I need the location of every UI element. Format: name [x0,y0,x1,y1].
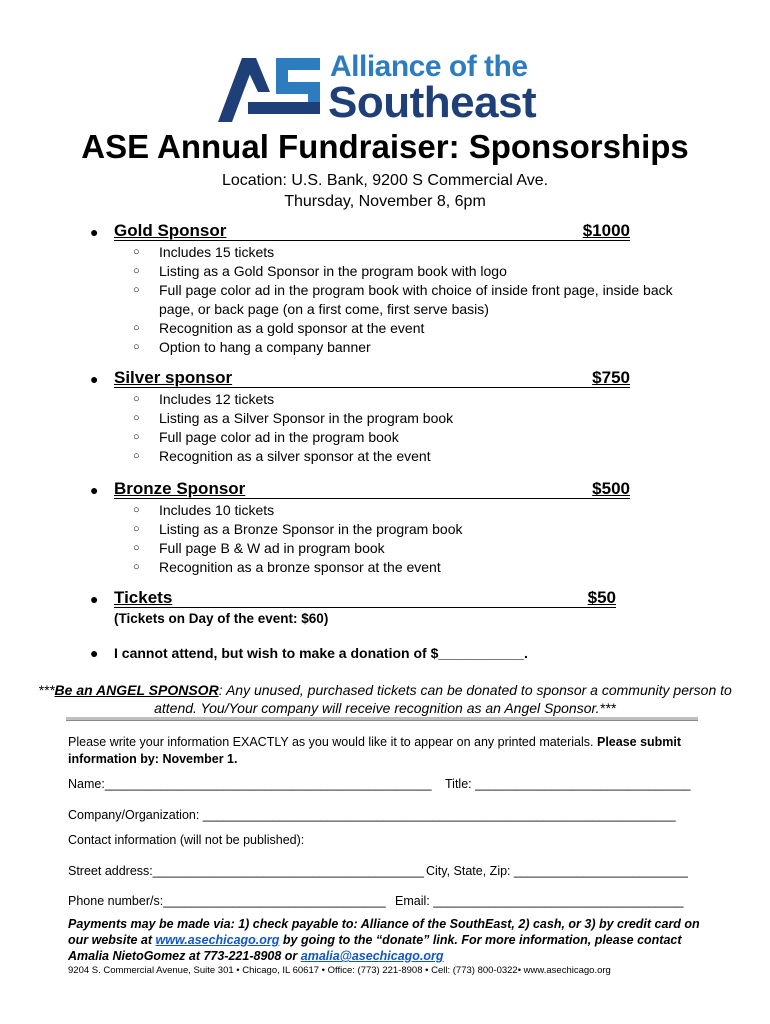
tier-bronze [90,479,634,501]
angel-title: Be an ANGEL SPONSOR [54,682,219,698]
ase-logo [218,50,558,126]
list-item: ○ Full page color ad in the program book with choice of inside front page, inside back page, or back page (on a first come, first serve basis) [159,281,674,319]
angel-sponsor-note [30,681,740,717]
list-item: ○ Includes 15 tickets [159,243,699,262]
tickets-note: (Tickets on Day of the event: $60) [114,611,329,626]
bullet-icon: ● [90,591,99,607]
tier-tickets [90,588,620,610]
tier-gold [90,221,634,243]
city-field[interactable]: City, State, Zip: _________________________ [426,864,688,878]
tier-price: $500 [592,479,630,498]
bullet-icon: ● [90,645,99,661]
tier-name: Tickets [114,588,173,607]
bullet-icon: ● [90,371,99,387]
submit-deadline: Please submit information by: November 1. [68,735,682,766]
contact-label: Contact information (will not be published): [68,833,305,847]
list-item: ○ Listing as a Silver Sponsor in the program book [159,409,699,428]
tier-price: $50 [587,588,616,607]
payment-text-2: by going to the “donate” link. For more information, please contact Amalia NietoGomez at 773-221-8908 or [68,933,682,963]
list-item: ○ Recognition as a gold sponsor at the event [159,319,699,338]
phone-field[interactable]: Phone number/s:________________________________ [68,894,386,908]
list-item: ○ Full page B & W ad in program book [159,539,699,558]
list-item: ○ Listing as a Bronze Sponsor in the program book [159,520,699,539]
street-field[interactable]: Street address:_______________________________________ [68,864,424,878]
logo-line2: Southeast [328,78,537,127]
instructions-text: Please write your information EXACTLY as you would like it to appear on any printed materials. [68,735,594,749]
bullet-icon: ● [90,224,99,240]
list-item: ○ Recognition as a bronze sponsor at the event [159,558,699,577]
bronze-benefits [159,501,699,577]
tier-name: Gold Sponsor [114,221,227,240]
company-field[interactable]: Company/Organization: ____________________________________________________________________ [68,808,676,822]
silver-benefits [159,390,699,466]
angel-text: : Any unused, purchased tickets can be donated to sponsor a community person to attend. You/Your company will receive recognition as an Angel Sponsor.*** [154,682,732,716]
donation-line [90,645,528,661]
email-link[interactable]: amalia@asechicago.org [300,949,444,963]
title-field[interactable]: Title: _______________________________ [445,777,691,791]
list-item: ○ Includes 10 tickets [159,501,699,520]
list-item: ○ Option to hang a company banner [159,338,699,357]
payment-info [68,916,708,964]
list-item: ○ Recognition as a silver sponsor at the event [159,447,699,466]
list-item: ○ Full page color ad in the program book [159,428,699,447]
name-field[interactable]: Name:_______________________________________________ [68,777,432,791]
page-title: ASE Annual Fundraiser: Sponsorships [81,128,689,165]
tier-name: Silver sponsor [114,368,233,387]
tier-price: $1000 [582,221,630,240]
email-field[interactable]: Email: ____________________________________ [395,894,684,908]
tier-underline [114,607,616,608]
bullet-icon: ● [90,482,99,498]
list-item: ○ Listing as a Gold Sponsor in the program book with logo [159,262,699,281]
list-item: ○ Includes 12 tickets [159,390,699,409]
event-location: Location: U.S. Bank, 9200 S Commercial Ave. [221,172,549,189]
ase-logo-mark-icon [218,52,322,124]
donation-text: I cannot attend, but wish to make a donation of $___________. [114,645,528,661]
website-link[interactable]: www.asechicago.org [155,933,280,947]
payment-text-1: Payments may be made via: 1) check payable to: Alliance of the SouthEast, 2) cash, or 3) by credit card on our website at [68,917,700,947]
tier-silver [90,368,634,390]
tier-name: Bronze Sponsor [114,479,246,498]
divider [66,717,698,721]
logo-line1: Alliance of the [330,50,528,83]
footer-address: 9204 S. Commercial Avenue, Suite 301 • Chicago, IL 60617 • Office: (773) 221-8908 • Cell: (773) 800-0322• www.asechicago.org [68,965,611,976]
angel-prefix: *** [38,682,55,698]
gold-benefits [159,243,699,357]
event-date: Thursday, November 8, 6pm [284,193,486,210]
tier-price: $750 [592,368,630,387]
form-instructions [68,734,698,768]
